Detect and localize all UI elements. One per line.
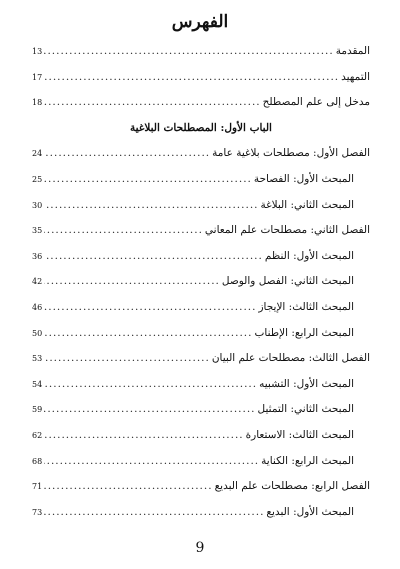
dot-leader [44, 429, 243, 441]
toc-entry-label: التمهيد [341, 70, 370, 83]
toc-section-entry [32, 455, 370, 481]
toc-entry-page: 25 [32, 174, 43, 184]
toc-entry-label: المبحث الأول: البديع [266, 505, 354, 518]
toc-entry-page: 68 [32, 456, 43, 466]
dot-leader [44, 96, 260, 108]
dot-leader [44, 173, 252, 185]
dot-leader [44, 301, 256, 313]
toc-chapter-entry [32, 480, 370, 506]
toc-entry-label: الفصل الأول: مصطلحات بلاغية عامة [212, 147, 370, 160]
toc-entry-label: المبحث الرابع: الإطناب [254, 326, 354, 339]
dot-leader [44, 275, 220, 287]
toc-entry-label: الفصل الثاني: مصطلحات علم المعاني [204, 224, 370, 237]
dot-leader [44, 378, 257, 390]
toc-entry-label: المبحث الثاني: الفصل والوصل [221, 275, 354, 288]
toc-entry-page: 62 [32, 430, 43, 440]
toc-section-entry [32, 429, 370, 455]
toc-entry [32, 96, 370, 122]
dot-leader [44, 224, 203, 236]
toc-entry-page: 46 [32, 302, 43, 312]
toc-entry-label: المبحث الثالث: الاستعارة [245, 428, 354, 441]
dot-leader [44, 506, 264, 518]
toc-entry-page: 50 [32, 328, 43, 338]
toc-part-heading [32, 122, 370, 148]
table-of-contents [32, 45, 370, 531]
toc-section-entry [32, 173, 370, 199]
dot-leader [44, 480, 212, 492]
toc-section-entry [32, 506, 370, 532]
toc-entry-page: 35 [32, 226, 43, 236]
toc-section-entry [32, 403, 370, 429]
dot-leader [44, 352, 210, 364]
page-number: 9 [195, 540, 205, 556]
toc-chapter-entry [32, 352, 370, 378]
toc-section-entry [32, 250, 370, 276]
toc-entry-label: المبحث الثاني: التمثيل [257, 403, 354, 416]
toc-entry-label: المقدمة [335, 45, 370, 57]
toc-section-entry [32, 199, 370, 225]
toc-entry-label: المبحث الثاني: البلاغة [260, 198, 354, 211]
toc-section-entry [32, 327, 370, 353]
toc-entry-label: الفصل الرابع: مصطلحات علم البديع [214, 480, 370, 493]
toc-chapter-entry [32, 224, 370, 250]
toc-section-entry [32, 275, 370, 301]
dot-leader [44, 147, 210, 159]
toc-entry-page: 54 [32, 379, 43, 389]
toc-entry-page: 36 [32, 251, 43, 261]
dot-leader [44, 199, 258, 211]
toc-entry-label: المبحث الرابع: الكناية [261, 454, 354, 467]
toc-entry-page: 24 [32, 149, 43, 159]
toc-section-entry [32, 378, 370, 404]
toc-entry [32, 45, 370, 71]
toc-entry-label: مدخل إلى علم المصطلح [262, 96, 370, 109]
toc-entry-label: المبحث الأول: الفصاحة [253, 172, 354, 185]
toc-part-label: الباب الأول: المصطلحات البلاغية [130, 121, 272, 134]
dot-leader [44, 71, 339, 83]
toc-section-entry [32, 301, 370, 327]
toc-entry-label: المبحث الثالث: الإيجاز [258, 300, 354, 313]
toc-entry-page: 13 [32, 47, 43, 56]
toc-entry-label: المبحث الأول: النظم [264, 249, 354, 262]
dot-leader [44, 327, 252, 339]
toc-entry-page: 53 [32, 354, 43, 364]
dot-leader [44, 250, 263, 262]
page-title: الفهرس [171, 12, 229, 32]
toc-entry [32, 71, 370, 97]
dot-leader [44, 403, 255, 415]
toc-entry-page: 71 [32, 482, 43, 492]
toc-entry-label: المبحث الأول: التشبيه [259, 377, 354, 390]
toc-entry-page: 17 [32, 72, 43, 82]
toc-entry-page: 59 [32, 405, 43, 415]
toc-entry-page: 42 [32, 277, 43, 287]
dot-leader [44, 45, 334, 57]
toc-entry-page: 30 [32, 200, 43, 210]
dot-leader [44, 455, 259, 467]
toc-entry-page: 18 [32, 98, 43, 108]
toc-entry-page: 73 [32, 507, 43, 517]
toc-entry-label: الفصل الثالث: مصطلحات علم البيان [211, 352, 370, 365]
toc-chapter-entry [32, 147, 370, 173]
